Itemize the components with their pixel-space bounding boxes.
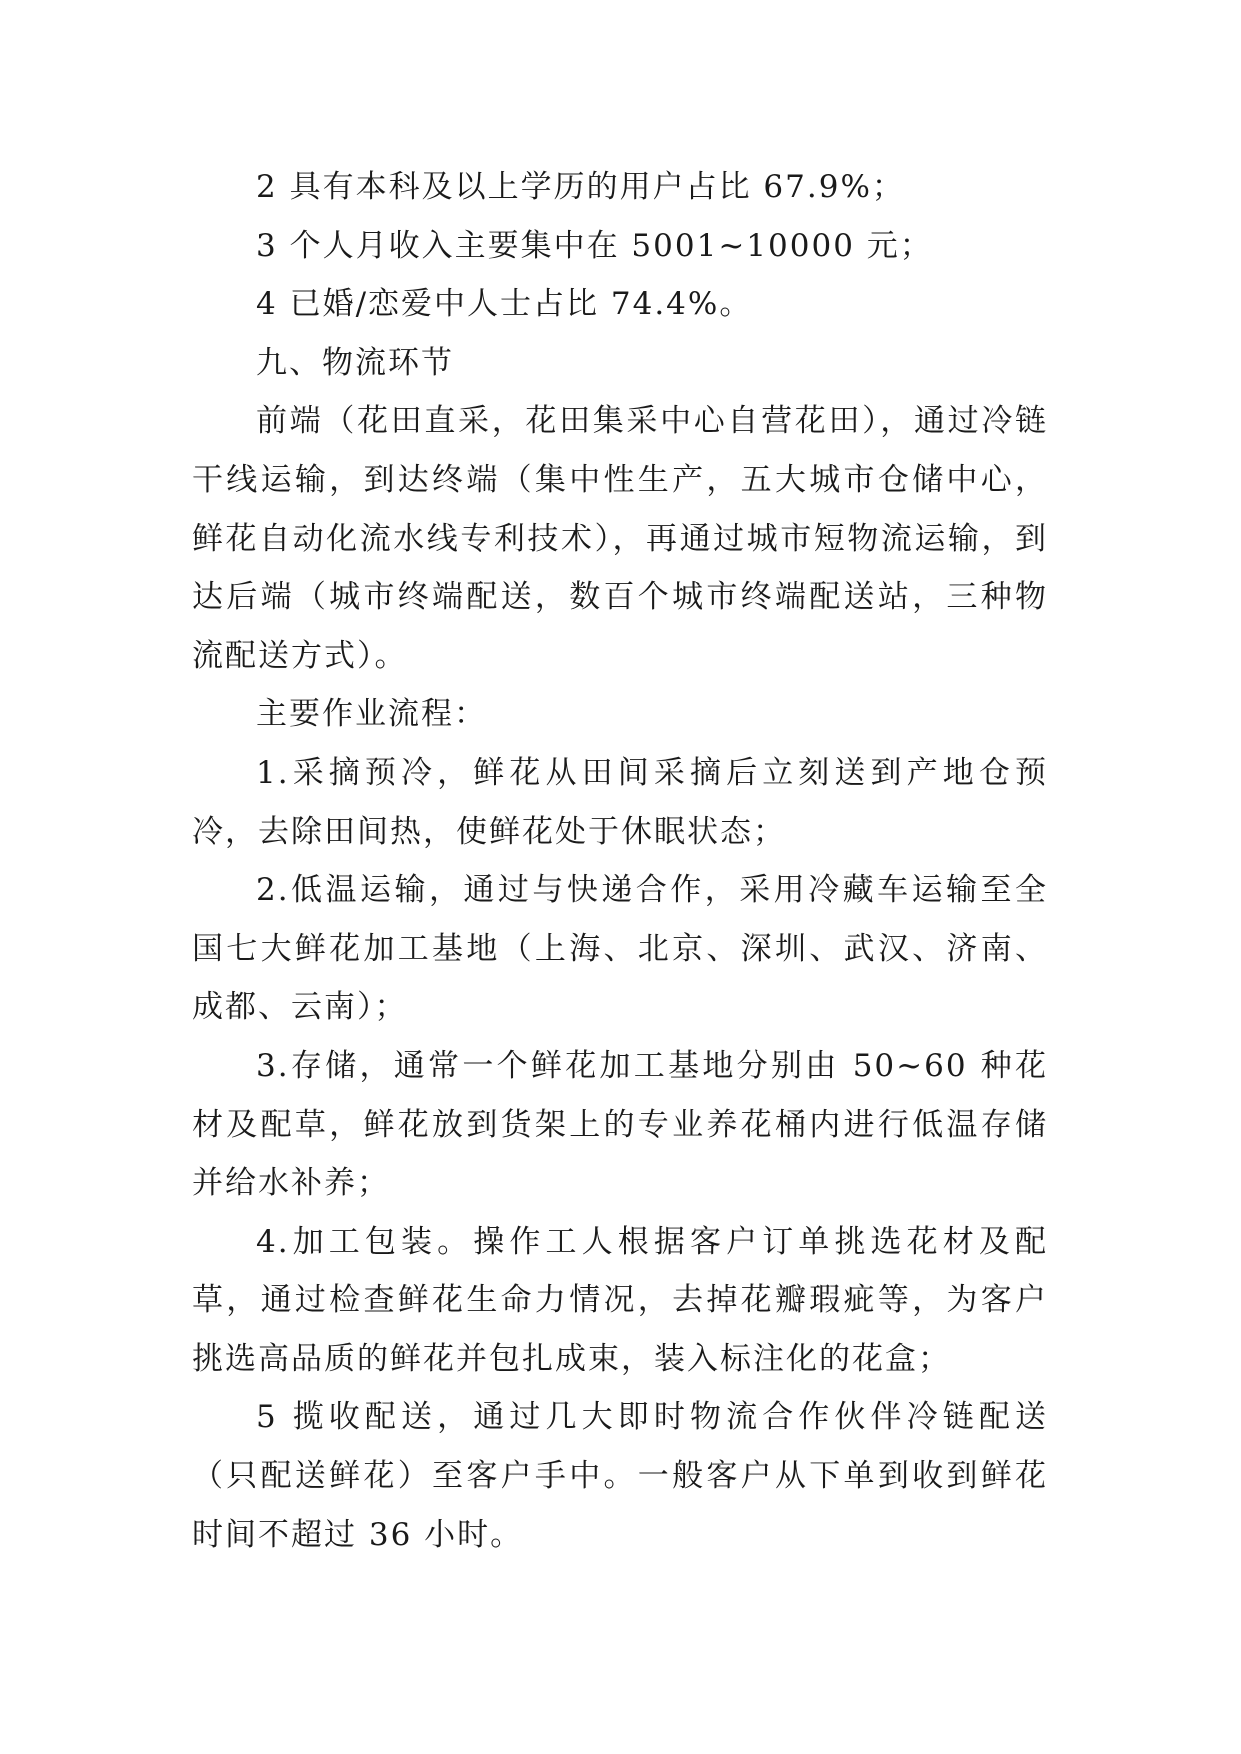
paragraph-education-stat: 2 具有本科及以上学历的用户占比 67.9%； (256, 169, 905, 205)
paragraph-process-intro: 主要作业流程： (256, 696, 487, 733)
paragraph-marital-stat: 4 已婚/恋爱中人士占比 74.4%。 (256, 286, 753, 323)
paragraph-income-stat: 3 个人月收入主要集中在 5001~10000 元； (256, 227, 933, 264)
document-body (192, 158, 1048, 1564)
paragraph-step-2: 2.低温运输，通过与快递合作，采用冷藏车运输至全国七大鲜花加工基地（上海、北京、深圳、武汉、济南、成都、云南）； (192, 872, 1048, 1026)
paragraph-step-3: 3.存储，通常一个鲜花加工基地分别由 50~60 种花材及配草，鲜花放到货架上的专业养花桶内进行低温存储并给水补养； (192, 1047, 1048, 1202)
paragraph-step-4: 4.加工包装。操作工人根据客户订单挑选花材及配草，通过检查鲜花生命力情况，去掉花瓣瑕疵等，为客户挑选高品质的鲜花并包扎成束，装入标注化的花盒； (192, 1223, 1048, 1377)
paragraph-step-1: 1.采摘预冷，鲜花从田间采摘后立刻送到产地仓预冷，去除田间热，使鲜花处于休眠状态； (192, 754, 1048, 850)
paragraph-step-5: 5 揽收配送，通过几大即时物流合作伙伴冷链配送（只配送鲜花）至客户手中。一般客户从下单到收到鲜花时间不超过 36 小时。 (192, 1399, 1048, 1553)
section-heading-logistics: 九、物流环节 (256, 344, 454, 381)
paragraph-logistics-overview: 前端（花田直采，花田集采中心自营花田），通过冷链干线运输，到达终端（集中性生产，五大城市仓储中心，鲜花自动化流水线专利技术），再通过城市短物流运输，到达后端（城市终端配送，数百个城市终端配送站，三种物流配送方式）。 (192, 403, 1048, 674)
